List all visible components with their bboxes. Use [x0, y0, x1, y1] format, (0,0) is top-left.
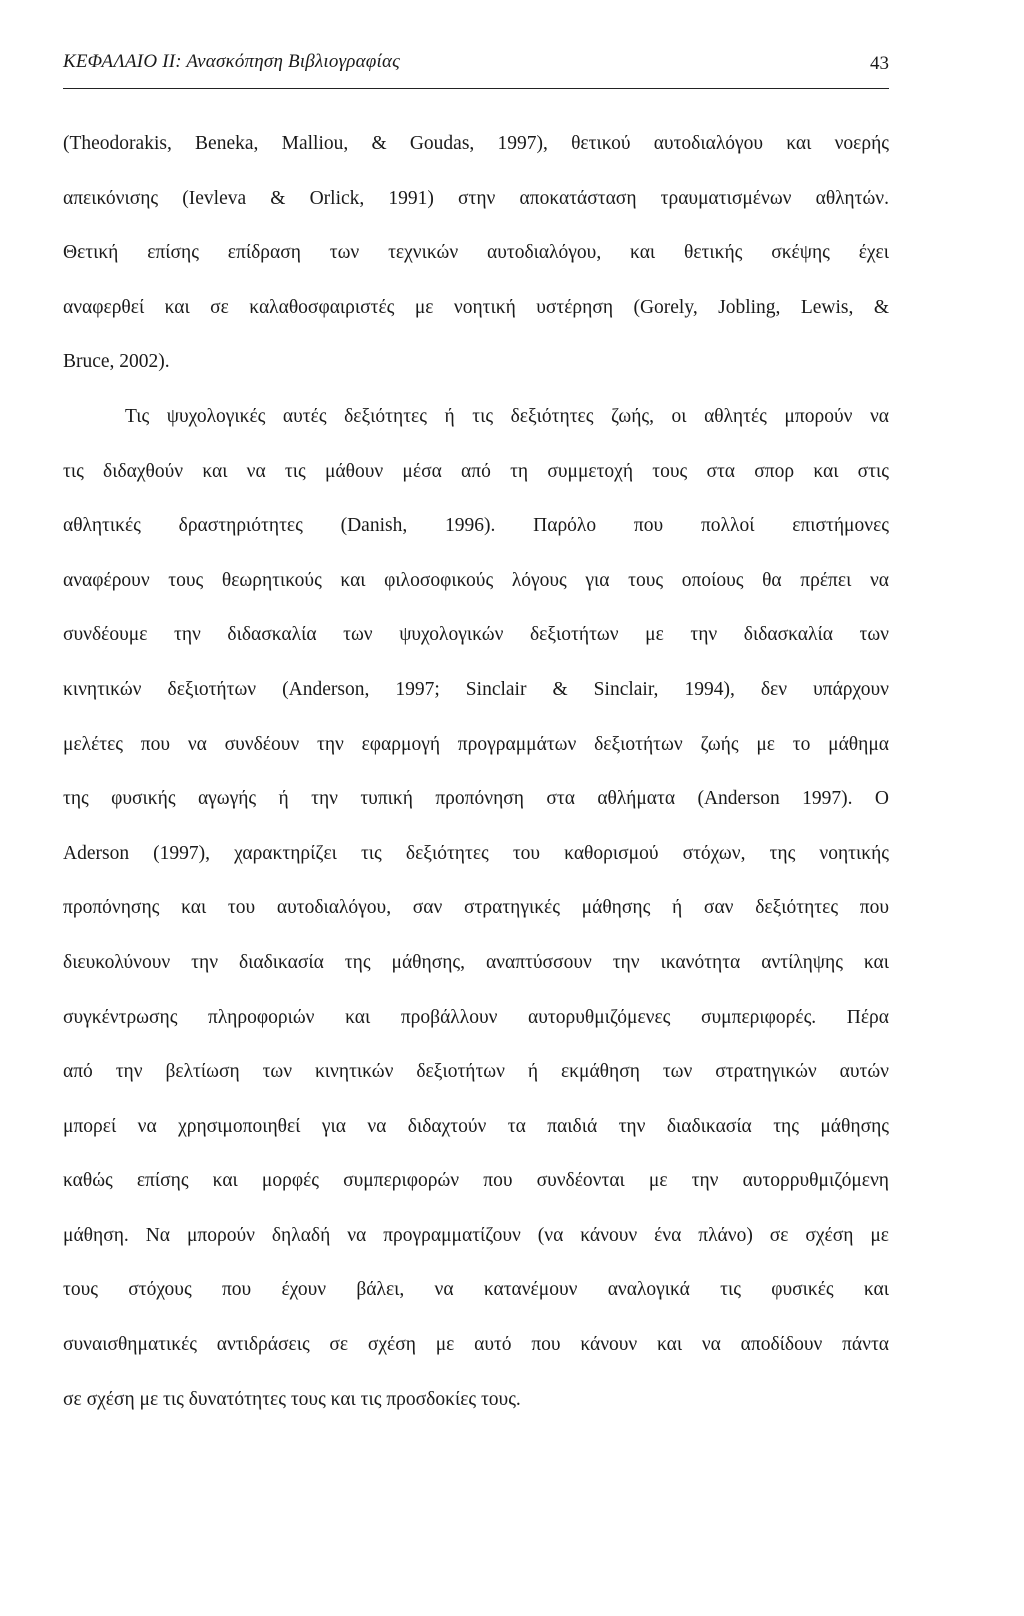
text-line: Θετική επίσης επίδραση των τεχνικών αυτοδιαλόγου, και θετικής σκέψης έχει [63, 242, 889, 264]
text-line: μπορεί να χρησιμοποιηθεί για να διδαχτούν τα παιδιά την διαδικασία της μάθησης [63, 1115, 889, 1137]
text-line: προπόνησης και του αυτοδιαλόγου, σαν στρατηγικές μάθησης ή σαν δεξιότητες που [63, 897, 889, 919]
text-line: Aderson (1997), χαρακτηρίζει τις δεξιότητες του καθορισμού στόχων, της νοητικής [63, 842, 889, 864]
paragraph [63, 390, 889, 1427]
text-line: Τις ψυχολογικές αυτές δεξιότητες ή τις δεξιότητες ζωής, οι αθλητές μπορούν να [125, 405, 889, 427]
text-line: (Theodorakis, Beneka, Malliou, & Goudas, 1997), θετικού αυτοδιαλόγου και νοερής [63, 133, 889, 154]
text-line: κινητικών δεξιοτήτων (Anderson, 1997; Sinclair & Sinclair, 1994), δεν υπάρχουν [63, 678, 889, 700]
text-line: καθώς επίσης και μορφές συμπεριφορών που συνδέονται με την αυτορρυθμιζόμενη [63, 1170, 889, 1192]
body-text [63, 117, 889, 1427]
text-line: μάθηση. Να μπορούν δηλαδή να προγραμματίζουν (να κάνουν ένα πλάνο) σε σχέση με [63, 1224, 889, 1246]
text-line: αθλητικές δραστηριότητες (Danish, 1996). Παρόλο που πολλοί επιστήμονες [63, 515, 889, 537]
text-line: συναισθηματικές αντιδράσεις σε σχέση με αυτό που κάνουν και να αποδίδουν πάντα [63, 1334, 889, 1356]
text-line: της φυσικής αγωγής ή την τυπική προπόνηση στα αθλήματα (Anderson 1997). Ο [63, 788, 889, 810]
text-line: συνδέουμε την διδασκαλία των ψυχολογικών δεξιοτήτων με την διδασκαλία των [63, 624, 889, 646]
page-number: 43 [870, 53, 889, 74]
text-line: διευκολύνουν την διαδικασία της μάθησης, αναπτύσσουν την ικανότητα αντίληψης και [63, 951, 889, 973]
text-line: απεικόνισης (Ievleva & Orlick, 1991) στην αποκατάσταση τραυματισμένων αθλητών. [63, 187, 889, 209]
text-line: από την βελτίωση των κινητικών δεξιοτήτων ή εκμάθηση των στρατηγικών αυτών [63, 1061, 889, 1083]
text-line: αναφέρουν τους θεωρητικούς και φιλοσοφικούς λόγους για τους οποίους θα πρέπει να [63, 569, 889, 591]
text-line: Bruce, 2002). [63, 351, 170, 373]
text-line: αναφερθεί και σε καλαθοσφαιριστές με νοητική υστέρηση (Gorely, Jobling, Lewis, & [63, 296, 889, 318]
text-line: τις διδαχθούν και να τις μάθουν μέσα από τη συμμετοχή τους στα σπορ και στις [63, 460, 889, 482]
page-header [63, 50, 889, 89]
text-line: μελέτες που να συνδέουν την εφαρμογή προγραμμάτων δεξιοτήτων ζωής με το μάθημα [63, 733, 889, 755]
chapter-title: ΚΕΦΑΛΑΙΟ ΙΙ: Ανασκόπηση Βιβλιογραφίας [63, 51, 401, 72]
text-line: συγκέντρωσης πληροφοριών και προβάλλουν αυτορυθμιζόμενες συμπεριφορές. Πέρα [63, 1006, 889, 1028]
text-line: τους στόχους που έχουν βάλει, να κατανέμουν αναλογικά τις φυσικές και [63, 1279, 889, 1301]
paragraph [63, 117, 889, 390]
text-line: σε σχέση με τις δυνατότητες τους και τις προσδοκίες τους. [63, 1388, 521, 1410]
